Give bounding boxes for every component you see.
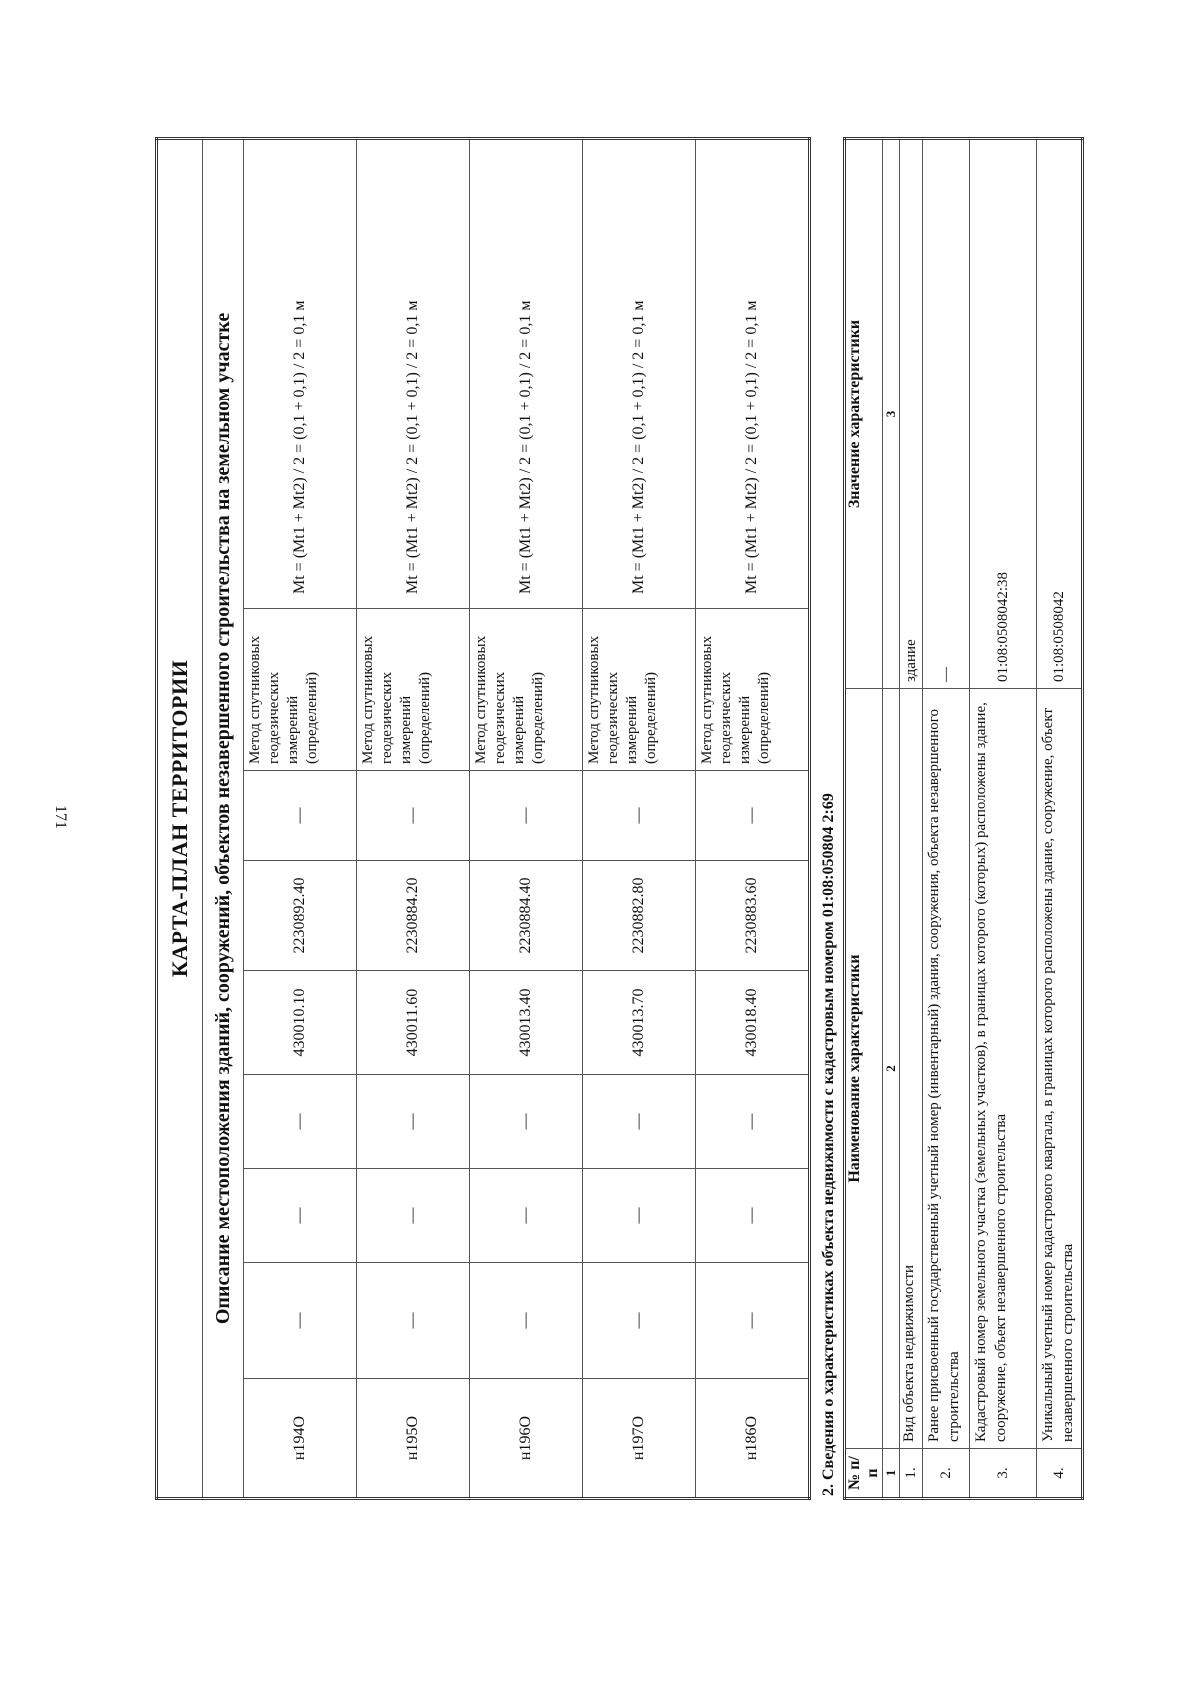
method-cell: Метод спутниковых геодезических измерений (определений) [244,609,357,771]
characteristic-name: Вид объекта недвижимости [900,689,923,1449]
row-number: 2. [923,1449,970,1499]
cell-empty: — [696,1169,810,1263]
characteristic-name: Уникальный учетный номер кадастрового квартала, в границах которого расположены здание, сооружение, объект незавершенного строительства [1037,689,1083,1449]
method-cell: Метод спутниковых геодезических измерений (определений) [470,609,583,771]
table-row [357,138,470,1498]
point-name: н186О [696,1379,810,1499]
point-name: н197О [583,1379,696,1499]
column-index: 3 [883,139,900,689]
characteristic-value: здание [900,139,923,689]
rotated-page-content [155,140,1076,1500]
point-name: н196О [470,1379,583,1499]
column-header: № п/п [845,1449,883,1499]
row-number: 4. [1037,1449,1083,1499]
coordinates-table [155,137,811,1500]
table-row [244,138,357,1498]
cell-empty: — [470,771,583,861]
cell-empty: — [244,1263,357,1379]
column-header: Значение характеристики [845,139,883,689]
cell-empty: — [583,771,696,861]
accuracy-formula: Mt = (Mt1 + Mt2) / 2 = (0,1 + 0,1) / 2 = 0,1 м [357,138,470,608]
cell-empty: — [470,1169,583,1263]
cell-empty: — [244,1169,357,1263]
method-cell: Метод спутниковых геодезических измерений (определений) [357,609,470,771]
characteristics-table [843,137,1084,1500]
cell-empty: — [583,1169,696,1263]
point-name: н195О [357,1379,470,1499]
cell-empty: — [357,1075,470,1169]
accuracy-formula: Mt = (Mt1 + Mt2) / 2 = (0,1 + 0,1) / 2 = 0,1 м [696,138,810,608]
cell-empty: — [696,1075,810,1169]
coord-y: 2230884.20 [357,861,470,971]
cell-empty: — [357,771,470,861]
table-row [1037,139,1083,1499]
coord-x: 430011.60 [357,971,470,1075]
cell-empty: — [696,771,810,861]
document-title: КАРТА-ПЛАН ТЕРРИТОРИИ [157,138,203,1498]
column-index: 1 [883,1449,900,1499]
method-cell: Метод спутниковых геодезических измерений (определений) [583,609,696,771]
cell-empty: — [357,1263,470,1379]
method-cell: Метод спутниковых геодезических измерений (определений) [696,609,810,771]
page-number: 171 [52,805,69,829]
table-row [470,138,583,1498]
column-index: 2 [883,689,900,1449]
cell-empty: — [583,1075,696,1169]
cell-empty: — [583,1263,696,1379]
table-row [696,138,810,1498]
point-name: н194О [244,1379,357,1499]
cell-empty: — [357,1169,470,1263]
section2-title: 2. Сведения о характеристиках объекта недвижимости с кадастровым номером 01:08:050804 2:69 [820,793,837,1496]
coord-y: 2230892.40 [244,861,357,971]
cell-empty: — [244,1075,357,1169]
characteristic-name: Ранее присвоенный государственный учетный номер (инвентарный) здания, сооружения, объекта незавершенного строительства [923,689,970,1449]
cell-empty: — [470,1075,583,1169]
cell-empty: — [244,771,357,861]
characteristic-value: 01:08:0508042:38 [970,139,1037,689]
table-row [923,139,970,1499]
table-row [583,138,696,1498]
row-number: 3. [970,1449,1037,1499]
table-row [900,139,923,1499]
coord-x: 430018.40 [696,971,810,1075]
characteristic-value: — [923,139,970,689]
section1-title: Описание местоположения зданий, сооружений, объектов незавершенного строительства на земельном участке [203,138,244,1498]
coord-y: 2230882.80 [583,861,696,971]
cell-empty: — [696,1263,810,1379]
accuracy-formula: Mt = (Mt1 + Mt2) / 2 = (0,1 + 0,1) / 2 = 0,1 м [244,138,357,608]
accuracy-formula: Mt = (Mt1 + Mt2) / 2 = (0,1 + 0,1) / 2 = 0,1 м [470,138,583,608]
accuracy-formula: Mt = (Mt1 + Mt2) / 2 = (0,1 + 0,1) / 2 = 0,1 м [583,138,696,608]
table-row [970,139,1037,1499]
row-number: 1. [900,1449,923,1499]
coord-x: 430013.70 [583,971,696,1075]
coord-y: 2230884.40 [470,861,583,971]
coord-x: 430013.40 [470,971,583,1075]
characteristic-name: Кадастровый номер земельного участка (земельных участков), в границах которого (которых) расположены здание, сооружение, объект незавершенного строительства [970,689,1037,1449]
column-header: Наименование характеристики [845,689,883,1449]
coord-y: 2230883.60 [696,861,810,971]
coord-x: 430010.10 [244,971,357,1075]
characteristic-value: 01:08:0508042 [1037,139,1083,689]
cell-empty: — [470,1263,583,1379]
